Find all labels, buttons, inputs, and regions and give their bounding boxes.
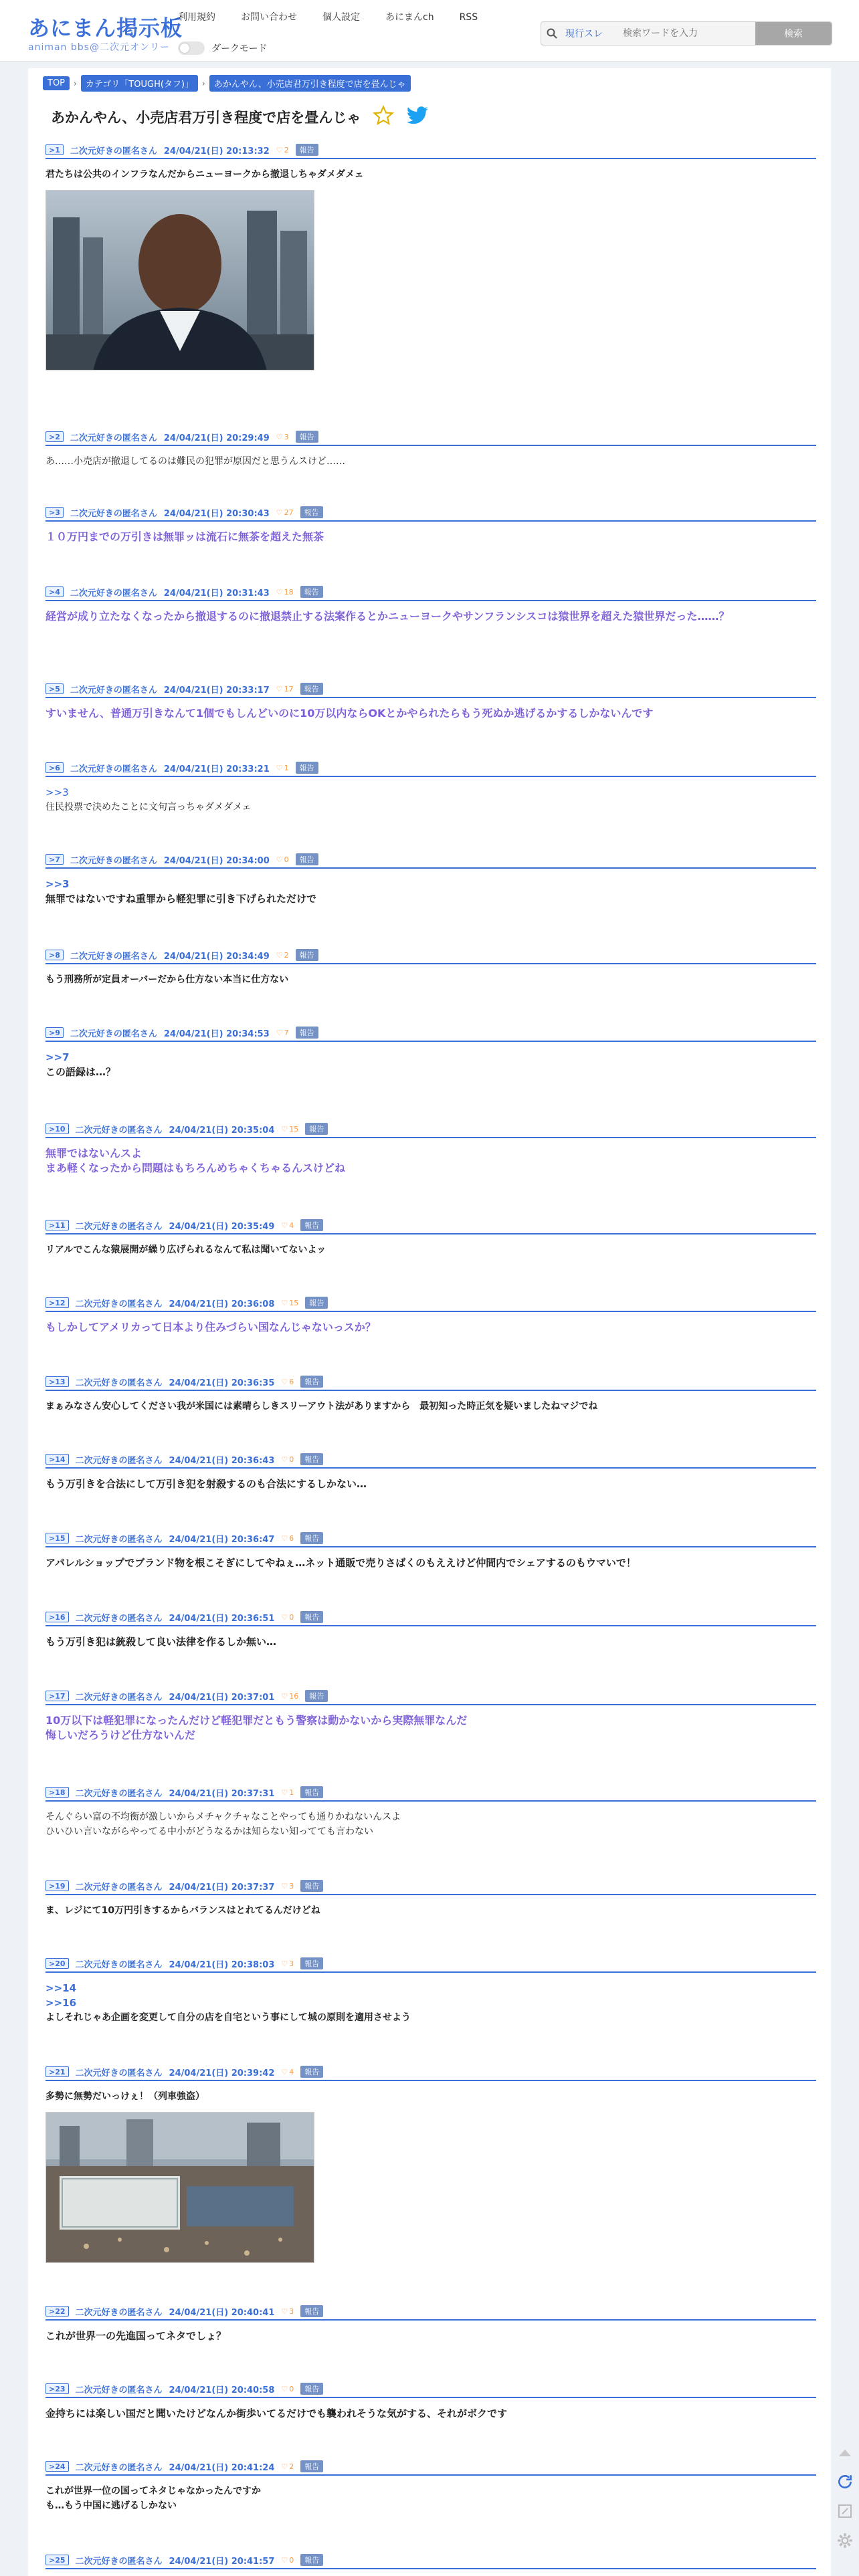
post-date: 24/04/21(日) 20:36:35 — [169, 1378, 275, 1388]
heart-icon: ♡ — [281, 1612, 288, 1622]
post — [45, 2066, 816, 2263]
post — [45, 1787, 816, 1839]
heart-icon: ♡ — [281, 1691, 288, 1701]
breadcrumb-separator: › — [202, 78, 205, 88]
post — [45, 1027, 816, 1079]
poster-name: 二次元好きの匿名さん — [70, 588, 157, 599]
post-number[interactable]: >3 — [45, 507, 64, 518]
post-body: ま、レジにて10万円引きするからバランスはとれてるんだけどね — [45, 1905, 320, 1916]
heart-icon: ♡ — [276, 1028, 283, 1037]
like-count: 6 — [289, 1377, 294, 1386]
post-date: 24/04/21(日) 20:36:51 — [169, 1613, 275, 1624]
post — [45, 2555, 816, 2569]
poster-name: 二次元好きの匿名さん — [75, 1692, 163, 1703]
post — [45, 762, 816, 815]
heart-icon: ♡ — [281, 2067, 288, 2076]
post-number[interactable]: >18 — [45, 1787, 69, 1798]
post-number[interactable]: >24 — [45, 2461, 69, 2472]
like-count: 1 — [284, 763, 289, 772]
post-date: 24/04/21(日) 20:30:43 — [163, 508, 270, 519]
like-count: 2 — [289, 2462, 294, 2471]
like-button[interactable] — [281, 2462, 294, 2471]
breadcrumb-top[interactable]: TOP — [43, 76, 70, 90]
post — [45, 2306, 816, 2343]
post-body: もう万引きを合法にして万引き犯を射殺するのも合法にするしかない… — [45, 1478, 367, 1490]
poster-name: 二次元好きの匿名さん — [75, 2556, 163, 2567]
post-body: 多勢に無勢だいっけぇ！（列車強盗） — [45, 2091, 205, 2102]
like-count: 7 — [284, 1028, 289, 1037]
post-body — [45, 785, 816, 815]
like-button[interactable] — [281, 1692, 298, 1701]
post-text: よしそれじゃあ企画を変更して自分の店を自宅という事にして城の原則を適用させよう — [45, 2012, 411, 2023]
like-button[interactable] — [281, 1788, 294, 1797]
post — [45, 1881, 816, 1918]
post — [45, 950, 816, 987]
report-button[interactable]: 報告 — [300, 1880, 323, 1892]
post-body: あ……小売店が撤退してるのは難民の犯罪が原因だと思うんスけど…… — [45, 456, 345, 467]
poster-name: 二次元好きの匿名さん — [75, 2307, 163, 2318]
report-button[interactable]: 報告 — [300, 1786, 323, 1798]
post — [45, 854, 816, 906]
thread-content — [28, 68, 831, 2576]
poster-name: 二次元好きの匿名さん — [75, 1378, 163, 1388]
post-date: 24/04/21(日) 20:36:43 — [169, 1455, 275, 1466]
thread-header — [51, 105, 429, 129]
post-body — [45, 1050, 816, 1079]
post-date: 24/04/21(日) 20:35:49 — [169, 1221, 275, 1232]
post-number[interactable]: >1 — [45, 144, 64, 155]
report-button[interactable]: 報告 — [305, 1297, 328, 1309]
post-body: そんぐらい富の不均衡が激しいからメチャクチャなことやっても通りかねないんスよ ひいひい言いながらやってる中小がどうなるかは知らない知ってても言わない — [45, 1812, 401, 1837]
report-button[interactable]: 報告 — [305, 1690, 328, 1702]
heart-icon: ♡ — [276, 587, 283, 597]
post-number[interactable]: >21 — [45, 2066, 69, 2077]
heart-icon: ♡ — [281, 1788, 288, 1797]
post-body: 経営が成り立たなくなったから撤退するのに撤退禁止する法案作るとかニューヨークやサンフランシスコは猿世界を超えた猿世界だった……？ — [45, 610, 730, 623]
post-body: 金持ちには楽しい国だと聞いたけどなんか街歩いてるだけでも襲われそうな気がする、それがボクです — [45, 2407, 508, 2420]
post-body: もう万引き犯は銃殺して良い法律を作るしか無い… — [45, 1636, 277, 1648]
poster-name: 二次元好きの匿名さん — [75, 1882, 163, 1893]
report-button[interactable]: 報告 — [300, 2305, 323, 2317]
like-count: 27 — [284, 508, 294, 517]
like-count: 6 — [289, 1533, 294, 1543]
like-count: 4 — [289, 2067, 294, 2076]
heart-icon: ♡ — [281, 1533, 288, 1543]
search-button[interactable]: 検索 — [755, 22, 832, 45]
like-count: 2 — [284, 950, 289, 960]
like-count: 4 — [289, 1220, 294, 1230]
post — [45, 1533, 816, 1570]
post-number[interactable]: >7 — [45, 854, 64, 865]
post-number[interactable]: >13 — [45, 1376, 69, 1387]
report-button[interactable]: 報告 — [296, 853, 318, 865]
site-header — [0, 0, 859, 62]
like-button[interactable] — [276, 1029, 289, 1037]
reply-anchor[interactable]: >>7 — [45, 1051, 70, 1063]
post — [45, 2461, 816, 2513]
post-body: 無罪ではないんスよ まあ軽くなったから問題はもちろんめちゃくちゃるんスけどね — [45, 1147, 346, 1174]
heart-icon: ♡ — [281, 1124, 288, 1134]
top-nav — [178, 11, 503, 24]
heart-icon: ♡ — [281, 1455, 288, 1464]
heart-icon: ♡ — [276, 508, 283, 517]
like-button[interactable] — [281, 1613, 294, 1622]
report-button[interactable]: 報告 — [296, 762, 318, 774]
post-body: これが世界一位の国ってネタじゃなかったんですか も…もう中国に逃げるしかない — [45, 2486, 261, 2511]
report-button[interactable]: 報告 — [300, 2383, 323, 2395]
floating-tools — [835, 2442, 855, 2551]
report-button[interactable]: 報告 — [300, 506, 323, 518]
like-button[interactable] — [281, 1455, 294, 1464]
report-button[interactable]: 報告 — [296, 144, 318, 156]
post — [45, 1612, 816, 1649]
post-body: リアルでこんな猿展開が繰り広げられるなんて私は聞いてないよッ — [45, 1245, 326, 1255]
breadcrumb-category[interactable]: カテゴリ「TOUGH(タフ)」 — [81, 75, 198, 92]
report-button[interactable]: 報告 — [300, 2554, 323, 2566]
post-date: 24/04/21(日) 20:36:47 — [169, 1534, 275, 1545]
post-image[interactable] — [45, 190, 314, 370]
like-count: 0 — [289, 2384, 294, 2393]
search-bar — [541, 21, 832, 45]
poster-name: 二次元好きの匿名さん — [70, 146, 157, 156]
post-body — [45, 1981, 816, 2025]
like-count: 15 — [289, 1124, 299, 1134]
poster-name: 二次元好きの匿名さん — [75, 1455, 163, 1466]
compose-icon[interactable] — [835, 2501, 855, 2521]
like-button[interactable] — [276, 508, 294, 517]
like-button[interactable] — [276, 855, 289, 864]
like-button[interactable] — [276, 764, 289, 772]
like-button[interactable] — [281, 1221, 294, 1230]
like-button[interactable] — [281, 2307, 294, 2316]
post-date: 24/04/21(日) 20:41:24 — [169, 2462, 275, 2473]
report-button[interactable]: 報告 — [300, 1376, 323, 1388]
like-button[interactable] — [281, 2068, 294, 2076]
heart-icon: ♡ — [281, 2555, 288, 2565]
heart-icon: ♡ — [281, 1959, 288, 1968]
reply-anchor[interactable]: >>3 — [45, 878, 70, 890]
post — [45, 1123, 816, 1176]
like-button[interactable] — [276, 685, 294, 693]
post-body: 君たちは公共のインフラなんだからニューヨークから撤退しちゃダメダメェ — [45, 169, 364, 180]
page-title: あかんやん、小売店君万引き程度で店を畳んじゃ — [51, 110, 361, 126]
post-date: 24/04/21(日) 20:34:00 — [163, 855, 270, 866]
like-count: 3 — [289, 1959, 294, 1968]
post-number[interactable]: >8 — [45, 950, 64, 960]
post-number[interactable]: >14 — [45, 1454, 69, 1465]
like-count: 15 — [289, 1298, 299, 1307]
post-date: 24/04/21(日) 20:37:31 — [169, 1788, 275, 1799]
post-date: 24/04/21(日) 20:39:42 — [169, 2068, 275, 2078]
like-button[interactable] — [276, 588, 294, 597]
report-button[interactable]: 報告 — [300, 1611, 323, 1623]
post-body: これが世界一の先進国ってネタでしょ？ — [45, 2330, 227, 2342]
post-body: もしかしてアメリカって日本より住みづらい国なんじゃないっスか？ — [45, 1321, 376, 1333]
heart-icon: ♡ — [281, 1881, 288, 1891]
like-button[interactable] — [276, 951, 289, 960]
breadcrumb-thread[interactable]: あかんやん、小売店君万引き程度で店を畳んじゃ — [209, 75, 411, 92]
poster-name: 二次元好きの匿名さん — [75, 1125, 163, 1136]
search-input[interactable] — [623, 23, 755, 43]
like-count: 1 — [289, 1788, 294, 1797]
heart-icon: ♡ — [281, 1220, 288, 1230]
post-number[interactable]: >6 — [45, 762, 64, 773]
like-count: 2 — [284, 145, 289, 154]
heart-icon: ♡ — [276, 684, 283, 693]
dark-mode-toggle[interactable] — [178, 41, 205, 55]
heart-icon: ♡ — [281, 1298, 288, 1307]
like-count: 17 — [284, 684, 294, 693]
search-icon — [541, 22, 563, 45]
like-count: 3 — [284, 432, 289, 441]
like-count: 0 — [289, 1612, 294, 1622]
like-button[interactable] — [281, 1125, 298, 1134]
heart-icon: ♡ — [281, 2306, 288, 2316]
post-date: 24/04/21(日) 20:40:58 — [169, 2385, 275, 2395]
post — [45, 1376, 816, 1414]
post — [45, 1454, 816, 1491]
post-number[interactable]: >4 — [45, 586, 64, 597]
like-count: 0 — [289, 2555, 294, 2565]
reply-anchor[interactable]: >>3 — [45, 786, 69, 798]
logo-sub: animan bbs@二次元オンリー — [28, 42, 170, 53]
poster-name: 二次元好きの匿名さん — [70, 1029, 157, 1039]
post-date: 24/04/21(日) 20:33:21 — [163, 764, 270, 774]
poster-name: 二次元好きの匿名さん — [70, 764, 157, 774]
post-date: 24/04/21(日) 20:31:43 — [163, 588, 270, 599]
post-body: 10万以下は軽犯罪になったんだけど軽犯罪だともう警察は動かないから実際無罪なんだ 悔しいだろうけど仕方ないんだ — [45, 1714, 468, 1741]
report-button[interactable]: 報告 — [296, 431, 318, 443]
heart-icon: ♡ — [281, 2462, 288, 2471]
post-number[interactable]: >12 — [45, 1297, 69, 1308]
twitter-share-icon[interactable] — [406, 106, 429, 128]
poster-name: 二次元好きの匿名さん — [75, 1613, 163, 1624]
post — [45, 2383, 816, 2421]
post-date: 24/04/21(日) 20:29:49 — [163, 433, 270, 443]
post-number[interactable]: >25 — [45, 2555, 69, 2565]
post-text: この語録は…？ — [45, 1066, 116, 1078]
post-number[interactable]: >5 — [45, 683, 64, 694]
like-count: 16 — [289, 1691, 299, 1701]
report-button[interactable]: 報告 — [300, 1219, 323, 1231]
breadcrumb — [43, 75, 411, 92]
post-text: 住民投票で決めたことに文句言っちゃダメダメェ — [45, 802, 252, 813]
post-body: １０万円までの万引きは無罪ッは流石に無茶を超えた無茶 — [45, 530, 324, 543]
poster-name: 二次元好きの匿名さん — [70, 508, 157, 519]
like-button[interactable] — [281, 1534, 294, 1543]
post — [45, 144, 816, 370]
post-number[interactable]: >20 — [45, 1958, 69, 1969]
heart-icon: ♡ — [276, 145, 283, 154]
like-button[interactable] — [281, 1378, 294, 1386]
post — [45, 431, 816, 469]
post-body: まぁみなさん安心してください我が米国には素晴らしきスリーアウト法がありますから 最初知った時正気を疑いましたねマジでね — [45, 1401, 598, 1412]
nav-contact[interactable]: お問い合わせ — [241, 12, 297, 23]
post-text: 無罪ではないですね重罪から軽犯罪に引き下げられただけで — [45, 893, 317, 905]
like-button[interactable] — [276, 433, 289, 441]
post-body: アパレルショップでブランド物を根こそぎにしてやねぇ…ネット通販で売りさばくのもええけど仲間内でシェアするのもウマいで！ — [45, 1557, 636, 1569]
post-date: 24/04/21(日) 20:36:08 — [169, 1299, 275, 1309]
poster-name: 二次元好きの匿名さん — [75, 2462, 163, 2473]
post-number[interactable]: >16 — [45, 1612, 69, 1622]
post-date: 24/04/21(日) 20:34:49 — [163, 951, 270, 962]
like-count: 3 — [289, 2306, 294, 2316]
gear-icon[interactable] — [835, 2531, 855, 2551]
report-button[interactable]: 報告 — [300, 683, 323, 695]
report-button[interactable]: 報告 — [300, 586, 323, 598]
post — [45, 1220, 816, 1257]
logo-main: あにまん掲示板 — [28, 15, 183, 41]
poster-name: 二次元好きの匿名さん — [70, 685, 157, 695]
report-button[interactable]: 報告 — [300, 1957, 323, 1969]
breadcrumb-separator: › — [74, 78, 77, 88]
heart-icon: ♡ — [276, 950, 283, 960]
report-button[interactable]: 報告 — [300, 2460, 323, 2472]
poster-name: 二次元好きの匿名さん — [75, 1959, 163, 1970]
like-button[interactable] — [276, 146, 289, 154]
favorite-star-icon[interactable] — [373, 105, 394, 129]
poster-name: 二次元好きの匿名さん — [75, 1534, 163, 1545]
heart-icon: ♡ — [281, 1377, 288, 1386]
nav-terms[interactable]: 利用規約 — [178, 12, 215, 23]
post-date: 24/04/21(日) 20:33:17 — [163, 685, 270, 695]
like-count: 0 — [289, 1455, 294, 1464]
post-image[interactable] — [45, 2112, 314, 2263]
report-button[interactable]: 報告 — [300, 1453, 323, 1465]
post-body: もう刑務所が定員オーバーだから仕方ない本当に仕方ない — [45, 974, 289, 985]
report-button[interactable]: 報告 — [296, 1027, 318, 1039]
heart-icon: ♡ — [276, 855, 283, 864]
like-button[interactable] — [281, 1299, 298, 1307]
post — [45, 507, 816, 544]
post — [45, 1691, 816, 1743]
post-date: 24/04/21(日) 20:40:41 — [169, 2307, 275, 2318]
post-number[interactable]: >22 — [45, 2306, 69, 2317]
post-date: 24/04/21(日) 20:37:01 — [169, 1692, 275, 1703]
post-date: 24/04/21(日) 20:37:37 — [169, 1882, 275, 1893]
post-number[interactable]: >9 — [45, 1027, 64, 1038]
post-number[interactable]: >2 — [45, 431, 64, 442]
scroll-top-icon[interactable] — [835, 2442, 855, 2462]
post-number[interactable]: >15 — [45, 1533, 69, 1543]
dark-mode-label: ダークモード — [211, 43, 268, 54]
post-number[interactable]: >19 — [45, 1881, 69, 1891]
post-body — [45, 877, 816, 906]
nav-rss[interactable]: RSS — [459, 12, 478, 23]
post — [45, 683, 816, 721]
post-number[interactable]: >17 — [45, 1691, 69, 1701]
like-button[interactable] — [281, 2385, 294, 2393]
post-number[interactable]: >10 — [45, 1123, 69, 1134]
post-date: 24/04/21(日) 20:38:03 — [169, 1959, 275, 1970]
post-date: 24/04/21(日) 20:41:57 — [169, 2556, 275, 2567]
post-date: 24/04/21(日) 20:34:53 — [163, 1029, 270, 1039]
reply-anchor[interactable]: >>14 >>16 — [45, 1982, 77, 2009]
poster-name: 二次元好きの匿名さん — [75, 2068, 163, 2078]
reload-icon[interactable] — [835, 2472, 855, 2492]
post-number[interactable]: >11 — [45, 1220, 69, 1230]
post — [45, 1958, 816, 2025]
heart-icon: ♡ — [276, 432, 283, 441]
post-body: すいません、普通万引きなんて1個でもしんどいのに10万以内ならOKとかやられたらもう死ぬか逃げるかするしかないんです — [45, 707, 654, 720]
nav-settings[interactable]: 個人設定 — [322, 12, 360, 23]
dark-mode-row — [178, 41, 267, 55]
report-button[interactable]: 報告 — [296, 949, 318, 961]
like-count: 3 — [289, 1881, 294, 1891]
post-date: 24/04/21(日) 20:35:04 — [169, 1125, 275, 1136]
search-scope-select[interactable]: 現行スレ — [565, 29, 603, 39]
poster-name: 二次元好きの匿名さん — [70, 855, 157, 866]
poster-name: 二次元好きの匿名さん — [70, 951, 157, 962]
poster-name: 二次元好きの匿名さん — [70, 433, 157, 443]
poster-name: 二次元好きの匿名さん — [75, 1221, 163, 1232]
post-number[interactable]: >23 — [45, 2383, 69, 2394]
like-button[interactable] — [281, 1959, 294, 1968]
like-count: 18 — [284, 587, 294, 597]
post — [45, 1297, 816, 1335]
post — [45, 586, 816, 624]
site-logo[interactable] — [28, 16, 183, 53]
like-button[interactable] — [281, 1882, 294, 1891]
like-button[interactable] — [281, 2556, 294, 2565]
nav-animanch[interactable]: あにまんch — [385, 12, 434, 23]
report-button[interactable]: 報告 — [305, 1123, 328, 1135]
report-button[interactable]: 報告 — [300, 1532, 323, 1544]
heart-icon: ♡ — [276, 763, 283, 772]
post-date: 24/04/21(日) 20:13:32 — [163, 146, 270, 156]
heart-icon: ♡ — [281, 2384, 288, 2393]
like-count: 0 — [284, 855, 289, 864]
poster-name: 二次元好きの匿名さん — [75, 2385, 163, 2395]
poster-name: 二次元好きの匿名さん — [75, 1299, 163, 1309]
report-button[interactable]: 報告 — [300, 2066, 323, 2078]
poster-name: 二次元好きの匿名さん — [75, 1788, 163, 1799]
